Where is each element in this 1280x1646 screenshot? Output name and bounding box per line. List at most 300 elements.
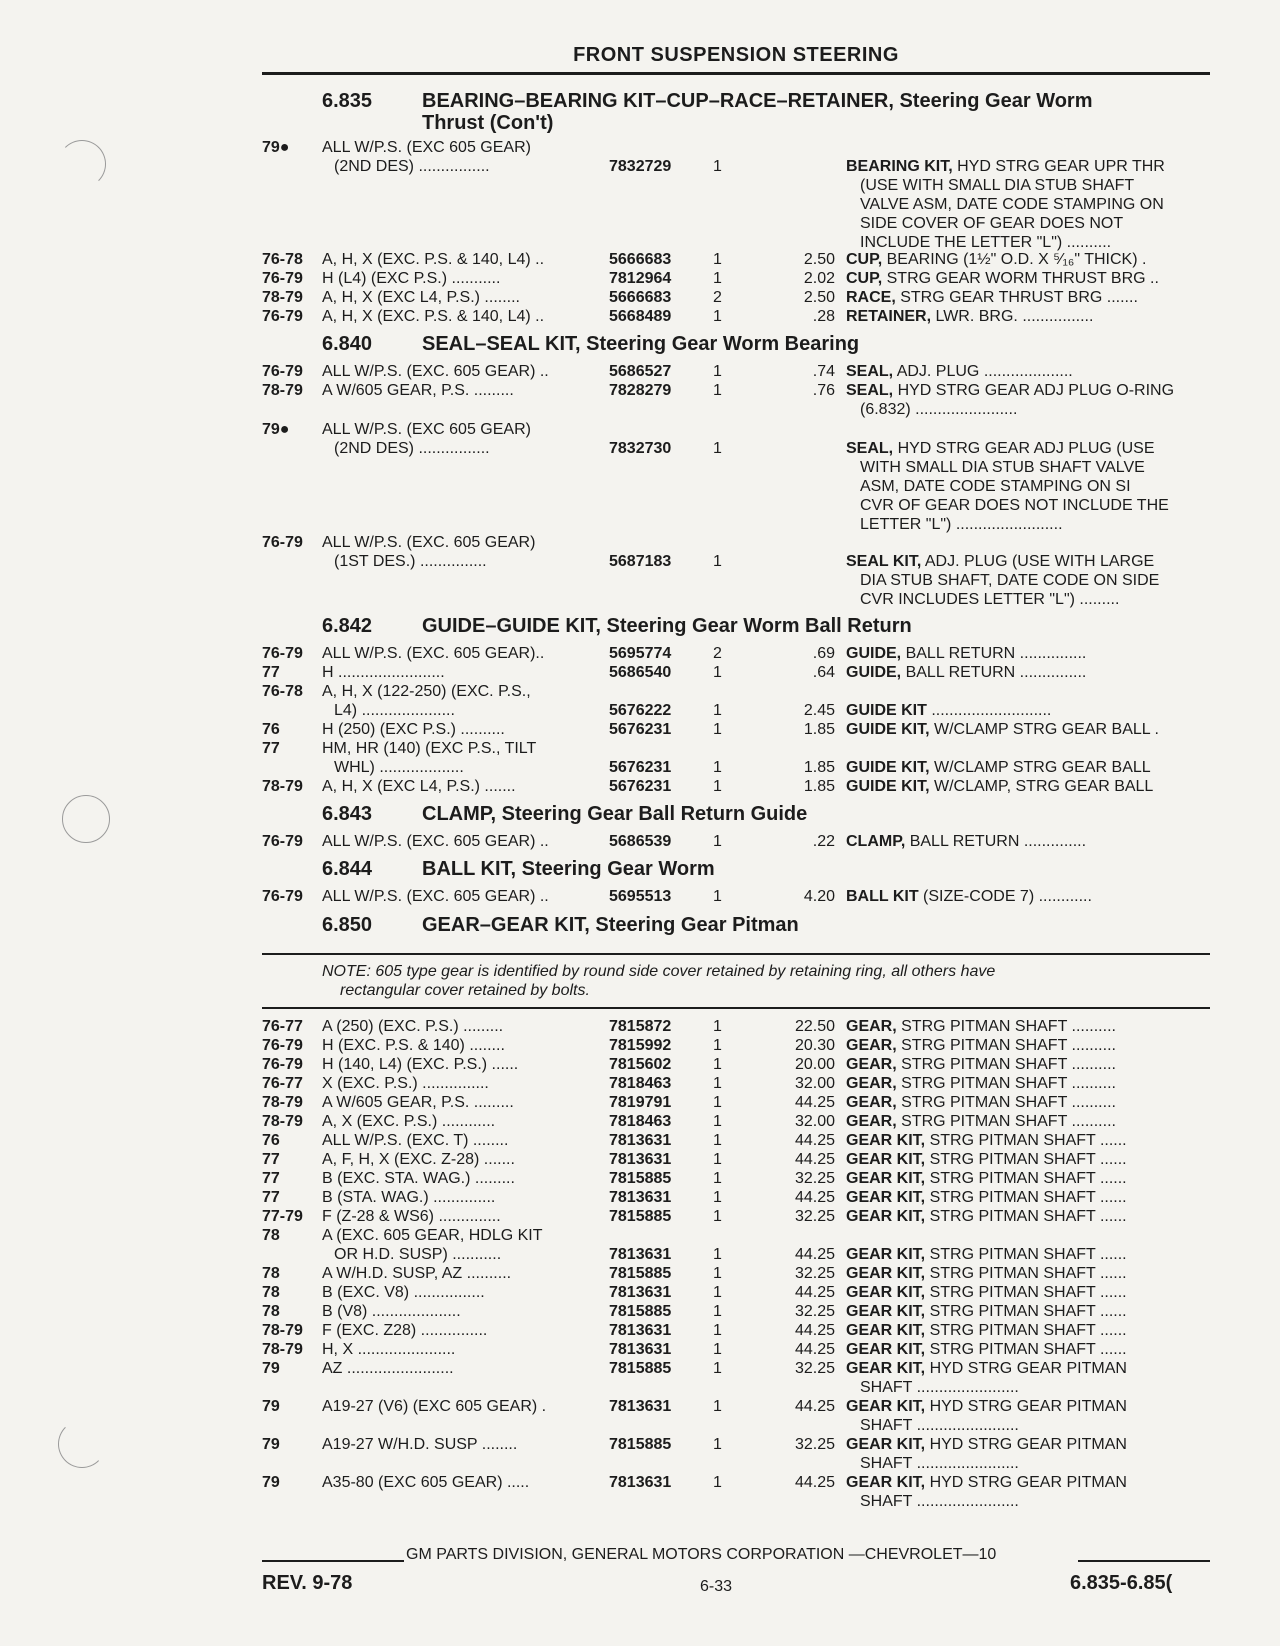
section-heading: BALL KIT, Steering Gear Worm — [422, 858, 715, 880]
part-name: GEAR, — [846, 1037, 897, 1054]
application — [322, 1093, 514, 1112]
part-number: 5666683 — [609, 251, 672, 268]
application-line: F (Z-28 & WS6) .............. — [322, 1208, 501, 1225]
description-line — [846, 515, 1212, 534]
description-text: WITH SMALL DIA STUB SHAFT VALVE — [860, 459, 1145, 476]
part-description — [846, 1074, 1212, 1093]
quantity: 1 — [713, 1018, 722, 1035]
model-year: 79 — [262, 1436, 280, 1453]
section-heading: SEAL–SEAL KIT, Steering Gear Worm Bearing — [422, 333, 860, 355]
part-name: CUP, — [846, 270, 883, 287]
description-line — [846, 1036, 1212, 1055]
description-line — [846, 1454, 1212, 1473]
description-text: BEARING (1½" O.D. X ⁵⁄₁₆" THICK) . — [882, 251, 1147, 268]
quantity: 1 — [713, 1246, 722, 1263]
application-line: A W/H.D. SUSP, AZ .......... — [322, 1265, 512, 1282]
application — [322, 1283, 485, 1302]
section-heading: GEAR–GEAR KIT, Steering Gear Pitman — [422, 914, 799, 936]
description-text: BALL RETURN .............. — [905, 833, 1087, 850]
part-name: GEAR KIT, — [846, 1284, 926, 1301]
quantity: 1 — [713, 1474, 722, 1491]
part-name: GEAR, — [846, 1075, 897, 1092]
application-line: (2ND DES) ................ — [334, 158, 490, 175]
footer-publisher: GM PARTS DIVISION, GENERAL MOTORS CORPORATION —CHEVROLET—10 — [406, 1546, 997, 1563]
part-name: GUIDE, — [846, 664, 902, 681]
description-line — [846, 1302, 1212, 1321]
description-line — [846, 1397, 1212, 1416]
model-year: 76-79 — [262, 308, 303, 325]
description-text: STRG PITMAN SHAFT ...... — [925, 1284, 1127, 1301]
part-name: SEAL, — [846, 440, 894, 457]
description-line — [846, 1283, 1212, 1302]
description-line — [846, 250, 1212, 269]
application — [322, 1055, 518, 1074]
quantity: 1 — [713, 1189, 722, 1206]
application — [322, 1473, 529, 1492]
part-name: SEAL, — [846, 363, 894, 380]
description-line — [846, 195, 1212, 214]
quantity: 1 — [713, 1208, 722, 1225]
list-price: 44.25 — [794, 1341, 835, 1358]
list-price: 4.20 — [803, 888, 835, 905]
application — [322, 832, 549, 851]
application-line: ALL W/P.S. (EXC. 605 GEAR).. — [322, 645, 545, 662]
part-description — [846, 1264, 1212, 1283]
application-line: A19-27 (V6) (EXC 605 GEAR) . — [322, 1398, 547, 1415]
model-year: 76 — [262, 1132, 280, 1149]
part-number: 7828279 — [609, 382, 672, 399]
description-text: ........................... — [926, 702, 1052, 719]
list-price: 32.25 — [794, 1303, 835, 1320]
description-line — [846, 758, 1212, 777]
part-number: 7815872 — [609, 1018, 672, 1035]
description-line — [846, 1473, 1212, 1492]
part-description — [846, 644, 1212, 663]
description-text: STRG PITMAN SHAFT ...... — [925, 1303, 1127, 1320]
part-description — [846, 1188, 1212, 1207]
part-name: GEAR KIT, — [846, 1322, 926, 1339]
note-line-2: rectangular cover retained by bolts. — [340, 982, 590, 999]
description-text: (6.832) ....................... — [860, 401, 1018, 418]
description-text: SHAFT ....................... — [860, 1417, 1019, 1434]
note-rule-top — [262, 953, 1210, 955]
section-number: 6.840 — [322, 333, 373, 355]
application-line: OR H.D. SUSP) ........... — [334, 1246, 502, 1263]
application-line: H (250) (EXC P.S.) .......... — [322, 721, 505, 738]
part-description — [846, 1473, 1212, 1511]
part-description — [846, 758, 1212, 777]
description-text: CVR OF GEAR DOES NOT INCLUDE THE — [860, 497, 1169, 514]
description-text: STRG PITMAN SHAFT ...... — [925, 1208, 1127, 1225]
application-line: ALL W/P.S. (EXC. 605 GEAR) .. — [322, 888, 549, 905]
part-description — [846, 1207, 1212, 1226]
description-text: STRG PITMAN SHAFT ...... — [925, 1341, 1127, 1358]
quantity: 1 — [713, 1037, 722, 1054]
application-line: B (EXC. STA. WAG.) ......... — [322, 1170, 515, 1187]
list-price: .76 — [812, 382, 835, 399]
application — [322, 250, 544, 269]
quantity: 1 — [713, 1398, 722, 1415]
model-year: 76-79 — [262, 645, 303, 662]
description-text: LWR. BRG. ................ — [931, 308, 1094, 325]
model-year: 78-79 — [262, 1094, 303, 1111]
application — [322, 1112, 495, 1131]
description-text: W/CLAMP STRG GEAR BALL — [929, 759, 1151, 776]
description-text: STRG PITMAN SHAFT .......... — [896, 1037, 1116, 1054]
quantity: 1 — [713, 1360, 722, 1377]
model-year: 76 — [262, 721, 280, 738]
application-line: A W/605 GEAR, P.S. ......... — [322, 382, 514, 399]
part-description — [846, 1321, 1212, 1340]
part-number: 7813631 — [609, 1322, 672, 1339]
part-name: CUP, — [846, 251, 883, 268]
model-year: 76-77 — [262, 1075, 303, 1092]
part-number: 7813631 — [609, 1474, 672, 1491]
application — [322, 1226, 543, 1264]
part-description — [846, 1245, 1212, 1264]
part-name: GEAR KIT, — [846, 1341, 926, 1358]
quantity: 1 — [713, 888, 722, 905]
quantity: 1 — [713, 553, 722, 570]
application — [322, 381, 514, 400]
model-year: 78-79 — [262, 1113, 303, 1130]
description-text: STRG PITMAN SHAFT .......... — [896, 1075, 1116, 1092]
description-line — [846, 214, 1212, 233]
description-line — [846, 1131, 1212, 1150]
quantity: 1 — [713, 833, 722, 850]
description-line — [846, 496, 1212, 515]
page-header: FRONT SUSPENSION STEERING — [573, 44, 899, 66]
list-price: .28 — [812, 308, 835, 325]
description-text: HYD STRG GEAR ADJ PLUG O-RING — [893, 382, 1175, 399]
list-price: .74 — [812, 363, 835, 380]
section-title-6-835 — [322, 90, 1093, 134]
application-line: ALL W/P.S. (EXC. 605 GEAR) — [322, 534, 536, 551]
part-number: 7815885 — [609, 1360, 672, 1377]
model-year: 76-79 — [262, 534, 303, 551]
section-heading-continued: Thrust (Con't) — [422, 112, 554, 134]
description-text: STRG PITMAN SHAFT ...... — [925, 1170, 1127, 1187]
model-year: 76-79 — [262, 833, 303, 850]
application-line: B (EXC. V8) ................ — [322, 1284, 485, 1301]
model-year: 77 — [262, 664, 280, 681]
part-number: 5668489 — [609, 308, 672, 325]
description-line — [846, 1207, 1212, 1226]
description-line — [846, 362, 1212, 381]
description-text: ADJ. PLUG (USE WITH LARGE — [921, 553, 1155, 570]
part-number: 7813631 — [609, 1151, 672, 1168]
part-description — [846, 1017, 1212, 1036]
list-price: 44.25 — [794, 1284, 835, 1301]
part-number: 5676222 — [609, 702, 672, 719]
application — [322, 887, 549, 906]
model-year: 78 — [262, 1284, 280, 1301]
list-price: 32.25 — [794, 1265, 835, 1282]
description-line — [846, 1416, 1212, 1435]
quantity: 1 — [713, 158, 722, 175]
application — [322, 1017, 503, 1036]
part-number: 5676231 — [609, 759, 672, 776]
part-number: 7818463 — [609, 1075, 672, 1092]
description-line — [846, 1169, 1212, 1188]
part-name: GEAR KIT, — [846, 1246, 926, 1263]
list-price: 32.25 — [794, 1208, 835, 1225]
part-number: 5687183 — [609, 553, 672, 570]
quantity: 1 — [713, 664, 722, 681]
description-line — [846, 720, 1212, 739]
description-line — [846, 176, 1212, 195]
quantity: 1 — [713, 270, 722, 287]
part-number: 7818463 — [609, 1113, 672, 1130]
list-price: 44.25 — [794, 1246, 835, 1263]
model-year: 76-79 — [262, 363, 303, 380]
header-rule — [262, 72, 1210, 75]
application — [322, 1150, 515, 1169]
list-price: 1.85 — [803, 778, 835, 795]
section-title-6-844 — [322, 858, 715, 881]
punch-hole-top — [58, 140, 106, 188]
description-text: ASM, DATE CODE STAMPING ON SI — [860, 478, 1131, 495]
note-rule-bottom — [262, 1007, 1210, 1009]
description-line — [846, 1150, 1212, 1169]
application — [322, 1131, 508, 1150]
description-text: STRG PITMAN SHAFT .......... — [896, 1113, 1116, 1130]
description-line — [846, 1340, 1212, 1359]
model-year: 78-79 — [262, 289, 303, 306]
application — [322, 720, 505, 739]
description-text: STRG GEAR WORM THRUST BRG .. — [882, 270, 1159, 287]
description-line — [846, 288, 1212, 307]
description-line — [846, 1359, 1212, 1378]
part-description — [846, 1036, 1212, 1055]
application-line: F (EXC. Z28) ............... — [322, 1322, 488, 1339]
part-number: 7813631 — [609, 1246, 672, 1263]
application-line: A, H, X (122-250) (EXC. P.S., — [322, 683, 531, 700]
part-description — [846, 720, 1212, 739]
part-name: GUIDE KIT, — [846, 721, 930, 738]
list-price: 44.25 — [794, 1094, 835, 1111]
description-text: STRG PITMAN SHAFT ...... — [925, 1151, 1127, 1168]
part-number: 7815885 — [609, 1265, 672, 1282]
part-number: 5695513 — [609, 888, 672, 905]
description-text: STRG PITMAN SHAFT .......... — [896, 1056, 1116, 1073]
part-description — [846, 1169, 1212, 1188]
part-description — [846, 1093, 1212, 1112]
model-year: 79 — [262, 1474, 280, 1491]
part-description — [846, 887, 1212, 906]
quantity: 1 — [713, 702, 722, 719]
list-price: 32.00 — [794, 1075, 835, 1092]
part-name: GEAR KIT, — [846, 1208, 926, 1225]
application-line: A W/605 GEAR, P.S. ......... — [322, 1094, 514, 1111]
description-line — [846, 458, 1212, 477]
part-name: GEAR KIT, — [846, 1189, 926, 1206]
quantity: 1 — [713, 251, 722, 268]
description-line — [846, 381, 1212, 400]
description-line — [846, 777, 1212, 796]
quantity: 1 — [713, 1151, 722, 1168]
quantity: 1 — [713, 1303, 722, 1320]
quantity: 2 — [713, 645, 722, 662]
model-year: 77 — [262, 1151, 280, 1168]
model-year: 79 — [262, 1398, 280, 1415]
application-line: A (250) (EXC. P.S.) ......... — [322, 1018, 504, 1035]
description-text: INCLUDE THE LETTER "L") .......... — [860, 234, 1112, 251]
description-text: DIA STUB SHAFT, DATE CODE ON SIDE — [860, 572, 1160, 589]
list-price: 20.00 — [794, 1056, 835, 1073]
application-line: A, H, X (EXC L4, P.S.) ....... — [322, 778, 516, 795]
application-line: H, X ...................... — [322, 1341, 456, 1358]
part-description — [846, 439, 1212, 534]
part-description — [846, 1302, 1212, 1321]
part-description — [846, 1283, 1212, 1302]
application-line: ALL W/P.S. (EXC 605 GEAR) — [322, 139, 531, 156]
application — [322, 777, 516, 796]
description-line — [846, 1245, 1212, 1264]
part-number: 7813631 — [609, 1341, 672, 1358]
list-price: 32.00 — [794, 1113, 835, 1130]
application — [322, 1321, 487, 1340]
application — [322, 663, 445, 682]
application-line: HM, HR (140) (EXC P.S., TILT — [322, 740, 537, 757]
part-name: GEAR KIT, — [846, 1151, 926, 1168]
quantity: 1 — [713, 1322, 722, 1339]
part-number: 5686527 — [609, 363, 672, 380]
part-description — [846, 1055, 1212, 1074]
list-price: 44.25 — [794, 1189, 835, 1206]
description-line — [846, 1093, 1212, 1112]
part-number: 7832729 — [609, 158, 672, 175]
application — [322, 644, 544, 663]
description-line — [846, 477, 1212, 496]
list-price: 2.50 — [803, 251, 835, 268]
part-description — [846, 832, 1212, 851]
section-title-6-850 — [322, 914, 799, 937]
quantity: 1 — [713, 1341, 722, 1358]
model-year: 78-79 — [262, 382, 303, 399]
part-number: 7815602 — [609, 1056, 672, 1073]
description-line — [846, 307, 1212, 326]
part-description — [846, 1112, 1212, 1131]
application-line: WHL) ................... — [334, 759, 464, 776]
part-description — [846, 1340, 1212, 1359]
quantity: 1 — [713, 1113, 722, 1130]
model-year: 77 — [262, 1170, 280, 1187]
part-description — [846, 307, 1212, 326]
quantity: 1 — [713, 308, 722, 325]
model-year: 76-79 — [262, 888, 303, 905]
part-number: 7815885 — [609, 1170, 672, 1187]
model-year: 77-79 — [262, 1208, 303, 1225]
description-text: HYD STRG GEAR PITMAN — [925, 1474, 1127, 1491]
description-text: (SIZE-CODE 7) ............ — [918, 888, 1092, 905]
model-year: 77 — [262, 1189, 280, 1206]
part-name: GUIDE KIT — [846, 702, 927, 719]
description-line — [846, 701, 1212, 720]
part-description — [846, 381, 1212, 419]
quantity: 1 — [713, 1170, 722, 1187]
part-number: 7815885 — [609, 1436, 672, 1453]
part-number: 7813631 — [609, 1132, 672, 1149]
description-text: SHAFT ....................... — [860, 1493, 1019, 1510]
description-line — [846, 663, 1212, 682]
part-name: BALL KIT — [846, 888, 919, 905]
description-line — [846, 157, 1212, 176]
footer-rule-left — [262, 1560, 404, 1562]
model-year: 76-79 — [262, 270, 303, 287]
description-text: STRG PITMAN SHAFT .......... — [896, 1018, 1116, 1035]
application-line: H (140, L4) (EXC. P.S.) ...... — [322, 1056, 519, 1073]
description-line — [846, 1055, 1212, 1074]
application — [322, 1435, 517, 1454]
quantity: 1 — [713, 382, 722, 399]
section-number: 6.842 — [322, 615, 373, 637]
description-text: SIDE COVER OF GEAR DOES NOT — [860, 215, 1124, 232]
quantity: 1 — [713, 759, 722, 776]
part-description — [846, 1131, 1212, 1150]
application — [322, 362, 549, 381]
model-year: 76-78 — [262, 683, 303, 700]
part-description — [846, 288, 1212, 307]
model-year: 76-77 — [262, 1018, 303, 1035]
list-price: 2.50 — [803, 289, 835, 306]
quantity: 1 — [713, 1284, 722, 1301]
section-title-6-843 — [322, 803, 807, 826]
application-line: A (EXC. 605 GEAR, HDLG KIT — [322, 1227, 543, 1244]
application-line: L4) ..................... — [334, 702, 455, 719]
part-description — [846, 1359, 1212, 1397]
application — [322, 307, 544, 326]
part-name: GEAR KIT, — [846, 1303, 926, 1320]
section-number: 6.843 — [322, 803, 373, 825]
punch-hole-bottom — [58, 1420, 106, 1468]
description-line — [846, 832, 1212, 851]
quantity: 1 — [713, 1075, 722, 1092]
quantity: 2 — [713, 289, 722, 306]
application-line: A, H, X (EXC. P.S. & 140, L4) .. — [322, 251, 545, 268]
section-heading: CLAMP, Steering Gear Ball Return Guide — [422, 803, 808, 825]
part-name: SEAL, — [846, 382, 894, 399]
part-description — [846, 269, 1212, 288]
description-text: HYD STRG GEAR PITMAN — [925, 1398, 1127, 1415]
part-description — [846, 1150, 1212, 1169]
part-number: 5686540 — [609, 664, 672, 681]
section-title-6-840 — [322, 333, 859, 356]
part-description — [846, 157, 1212, 252]
part-number: 5676231 — [609, 721, 672, 738]
part-description — [846, 250, 1212, 269]
section-title-6-842 — [322, 615, 912, 638]
application-line: H (EXC. P.S. & 140) ........ — [322, 1037, 505, 1054]
part-name: GEAR, — [846, 1113, 897, 1130]
description-text: SHAFT ....................... — [860, 1379, 1019, 1396]
part-description — [846, 1435, 1212, 1473]
description-line — [846, 644, 1212, 663]
description-line — [846, 552, 1212, 571]
application — [322, 269, 500, 288]
application — [322, 1036, 505, 1055]
part-name: GEAR KIT, — [846, 1398, 926, 1415]
part-name: GEAR KIT, — [846, 1360, 926, 1377]
application-line: A19-27 W/H.D. SUSP ........ — [322, 1436, 518, 1453]
list-price: 44.25 — [794, 1322, 835, 1339]
list-price: 44.25 — [794, 1474, 835, 1491]
application — [322, 1169, 515, 1188]
part-name: GEAR KIT, — [846, 1265, 926, 1282]
quantity: 1 — [713, 1132, 722, 1149]
application-line: B (V8) .................... — [322, 1303, 461, 1320]
application — [322, 1264, 511, 1283]
